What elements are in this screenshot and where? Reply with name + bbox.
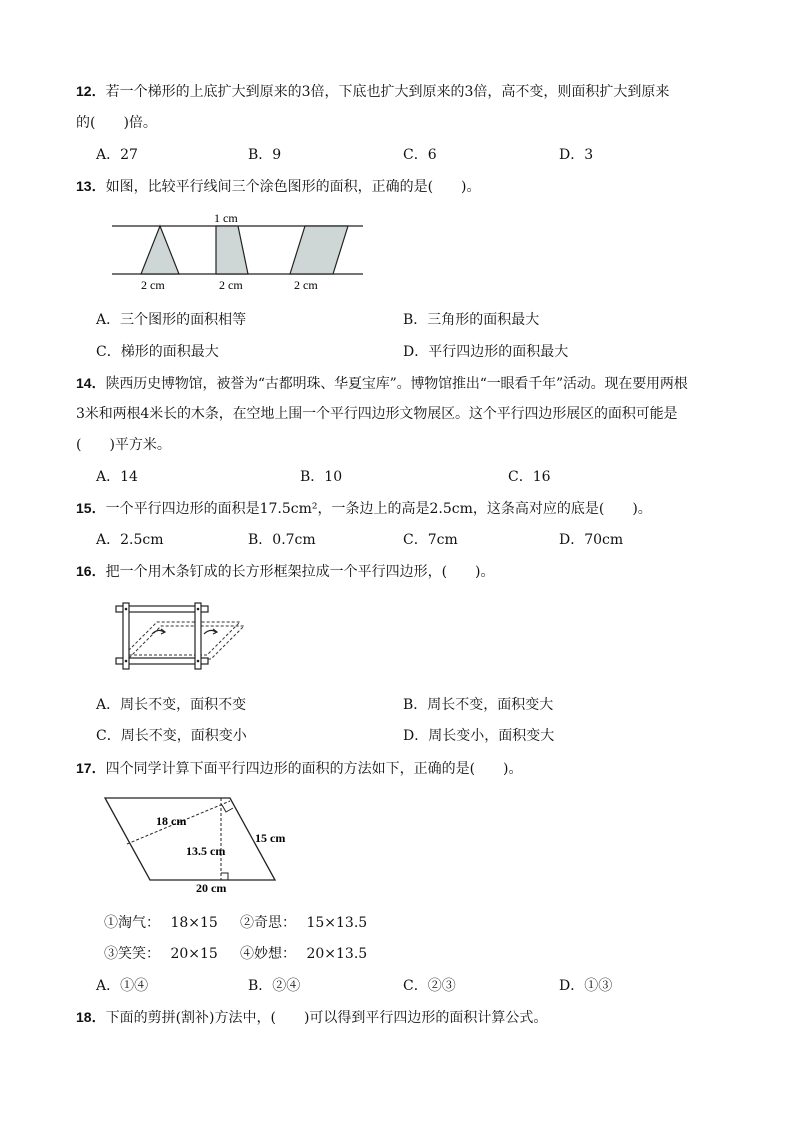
label-18cm: 18 cm	[156, 814, 187, 828]
nail-dots	[125, 608, 200, 663]
question-text: 把一个用木条钉成的长方形框架拉成一个平行四边形，( )。	[105, 564, 495, 580]
question-text-line2: 3米和两根4米长的木条，在空地上围一个平行四边形文物展区。这个平行四边形展区的面积可能是	[76, 406, 678, 422]
option-c[interactable]: C．周长不变，面积变小	[96, 728, 247, 744]
method-expr: 15×13.5	[306, 915, 368, 931]
option-b[interactable]: B．②④	[248, 978, 301, 994]
shaded-trapezoid	[216, 226, 248, 274]
option-b[interactable]: B．三角形的面积最大	[403, 312, 540, 328]
option-c[interactable]: C．7cm	[403, 532, 458, 548]
question-number: 15．	[76, 500, 106, 516]
method-4	[240, 944, 367, 964]
option-b[interactable]: B．10	[300, 469, 343, 485]
question-number: 17．	[76, 760, 106, 776]
question-text: 若一个梯形的上底扩大到原来的3倍，下底也扩大到原来的3倍，高不变，则面积扩大到原来	[105, 84, 670, 100]
option-a[interactable]: A．27	[96, 147, 138, 163]
option-d[interactable]: D．3	[559, 147, 594, 163]
label-2cm-trapezoid: 2 cm	[219, 278, 243, 292]
method-name: ④妙想：	[240, 946, 296, 962]
option-a[interactable]: A．周长不变，面积不变	[96, 697, 247, 713]
rectangle-frame	[116, 603, 208, 669]
label-15cm: 15 cm	[255, 831, 286, 845]
shaded-parallelogram	[290, 226, 348, 274]
right-angle-mark-bottom	[221, 873, 228, 880]
option-b[interactable]: B．周长不变，面积变大	[403, 697, 554, 713]
label-20cm: 20 cm	[196, 881, 227, 895]
arrow-icon	[152, 629, 217, 634]
option-d[interactable]: D．平行四边形的面积最大	[403, 344, 569, 360]
option-b[interactable]: B．9	[248, 147, 282, 163]
method-name: ②奇思：	[240, 915, 296, 931]
question-number: 14．	[76, 375, 106, 391]
parallel-lines-figure	[108, 208, 368, 294]
method-name: ①淘气：	[104, 915, 160, 931]
option-c[interactable]: C．梯形的面积最大	[96, 344, 219, 360]
option-b[interactable]: B．0.7cm	[248, 532, 316, 548]
shaded-triangle	[141, 226, 179, 274]
option-c[interactable]: C．②③	[403, 978, 456, 994]
parallelogram-shape	[105, 798, 275, 880]
method-expr: 18×15	[170, 915, 218, 931]
option-c[interactable]: C．6	[403, 147, 437, 163]
label-1cm: 1 cm	[214, 211, 238, 225]
question-text: 四个同学计算下面平行四边形的面积的方法如下，正确的是( )。	[105, 761, 523, 777]
method-3	[104, 944, 218, 964]
question-number: 12．	[76, 83, 106, 99]
method-expr: 20×15	[170, 946, 218, 962]
option-a[interactable]: A．三个图形的面积相等	[96, 312, 247, 328]
method-1	[104, 913, 218, 933]
dashed-parallelogram	[124, 622, 244, 659]
label-2cm-triangle: 2 cm	[141, 278, 165, 292]
question-text: 下面的剪拼(割补)方法中，( )可以得到平行四边形的面积计算公式。	[105, 1010, 548, 1026]
option-c[interactable]: C．16	[508, 469, 551, 485]
right-angle-mark	[222, 805, 233, 812]
question-text: 陕西历史博物馆，被誉为“古都明珠、华夏宝库”。博物馆推出“一眼看千年”活动。现在要用两根	[105, 376, 688, 392]
method-expr: 20×13.5	[306, 946, 368, 962]
question-text-line3: ( )平方米。	[76, 437, 171, 453]
question-number: 13．	[76, 178, 106, 194]
question-text-line2: 的( )倍。	[76, 115, 157, 131]
question-number: 18．	[76, 1009, 106, 1025]
question-text: 如图，比较平行线间三个涂色图形的面积，正确的是( )。	[105, 179, 481, 195]
label-13-5cm: 13.5 cm	[186, 844, 226, 858]
method-name: ③笑笑：	[104, 946, 160, 962]
question-text: 一个平行四边形的面积是17.5cm²，一条边上的高是2.5cm，这条高对应的底是( )。	[105, 501, 652, 517]
parallelogram-figure	[100, 792, 300, 896]
method-2	[240, 913, 367, 933]
label-2cm-parallelogram: 2 cm	[294, 278, 318, 292]
option-d[interactable]: D．周长变小，面积变大	[403, 728, 555, 744]
option-a[interactable]: A．①④	[96, 978, 149, 994]
option-d[interactable]: D．70cm	[559, 532, 624, 548]
frame-figure	[112, 600, 252, 672]
question-number: 16．	[76, 563, 106, 579]
option-a[interactable]: A．2.5cm	[96, 532, 164, 548]
option-a[interactable]: A．14	[96, 469, 138, 485]
option-d[interactable]: D．①③	[559, 978, 613, 994]
